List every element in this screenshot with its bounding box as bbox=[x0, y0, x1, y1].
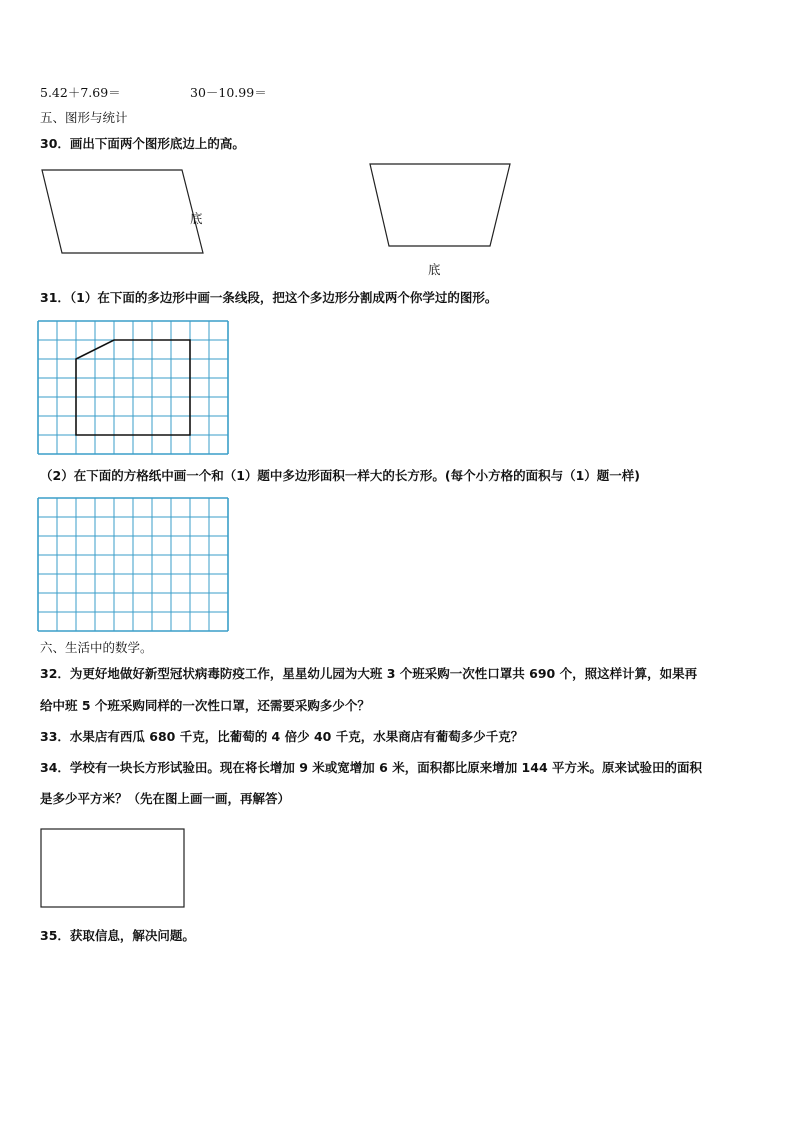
trapezoid-shape bbox=[370, 164, 510, 246]
q34-line2: 是多少平方米？（先在图上画一画，再解答） bbox=[40, 791, 291, 806]
q34-line1: 34．学校有一块长方形试验田。现在将长增加 9 米或宽增加 6 米，面积都比原来增加 144 平方米。原来试验田的面积 bbox=[40, 760, 702, 775]
calc-expression-1: 5.42＋7.69＝ bbox=[40, 85, 121, 100]
trapezoid-base-label: 底 bbox=[428, 262, 441, 277]
section-5-title: 五、图形与统计 bbox=[40, 110, 128, 125]
calc-expression-2: 30－10.99＝ bbox=[190, 85, 267, 100]
q31-part2-text: （2）在下面的方格纸中画一个和（1）题中多边形面积一样大的长方形。(每个小方格的面积与（1）题一样) bbox=[40, 468, 641, 483]
q34-field-rectangle bbox=[41, 829, 184, 907]
parallelogram-base-label: 底 bbox=[190, 211, 203, 226]
q31-empty-grid bbox=[38, 498, 228, 631]
q32-line2: 给中班 5 个班采购同样的一次性口罩，还需要采购多少个？ bbox=[40, 698, 370, 713]
q31-part1-text: 31．（1）在下面的多边形中画一条线段，把这个多边形分割成两个你学过的图形。 bbox=[40, 290, 498, 305]
q32-line1: 32．为更好地做好新型冠状病毒防疫工作，星星幼儿园为大班 3 个班采购一次性口罩共 690 个，照这样计算，如果再 bbox=[40, 666, 698, 681]
q33-text: 33．水果店有西瓜 680 千克，比葡萄的 4 倍少 40 千克，水果商店有葡萄多少千克？ bbox=[40, 729, 524, 744]
q30-text: 30．画出下面两个图形底边上的高。 bbox=[40, 136, 245, 151]
q35-text: 35．获取信息，解决问题。 bbox=[40, 928, 195, 943]
q31-grid-with-polygon bbox=[38, 321, 228, 454]
section-6-title: 六、生活中的数学。 bbox=[40, 640, 153, 655]
parallelogram-shape bbox=[42, 170, 203, 253]
